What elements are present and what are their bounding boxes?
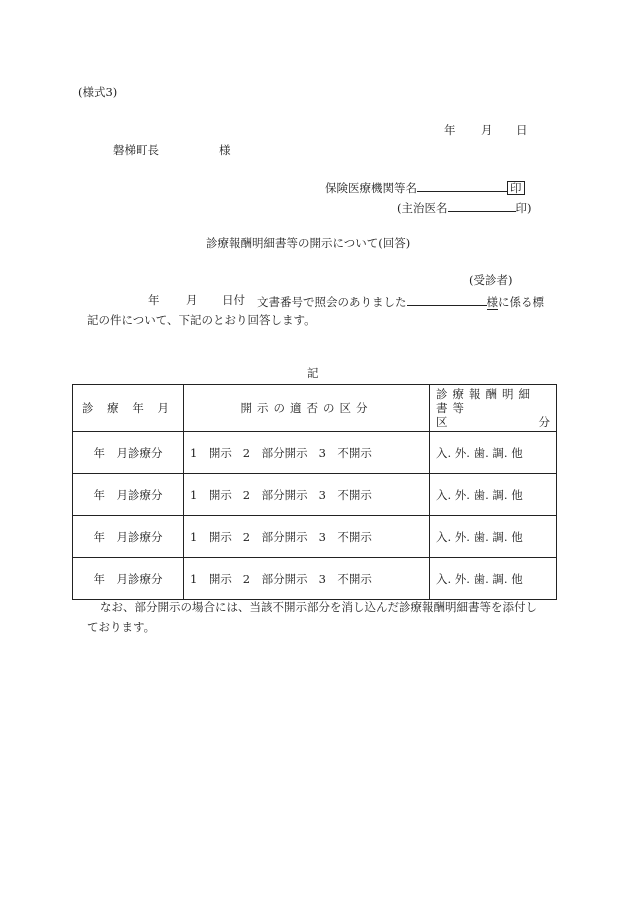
institution-line — [325, 179, 525, 195]
header-statement-label: 診療報酬明細書等 — [436, 387, 535, 415]
body-month: 月 — [186, 293, 198, 307]
document-title: 診療報酬明細書等の開示について(回答) — [206, 236, 411, 250]
option-partial[interactable]: 2 部分開示 — [242, 487, 308, 502]
row-month: 年 月診療分 — [73, 432, 184, 474]
body-day: 日付 — [222, 293, 245, 307]
body-line-2: 記の件について、下記のとおり回答します。 — [87, 313, 316, 327]
addressee-honorific: 様 — [219, 143, 231, 157]
row-month: 年 月診療分 — [73, 516, 184, 558]
table-row — [73, 474, 557, 516]
body-tail: に係る標 — [498, 295, 544, 309]
table-row — [73, 516, 557, 558]
doctor-line — [397, 199, 532, 215]
option-partial[interactable]: 2 部分開示 — [242, 571, 308, 586]
institution-blank — [417, 179, 507, 192]
patient-name-blank — [407, 293, 487, 306]
institution-label: 保険医療機関等名 — [325, 181, 417, 195]
row-types: 入. 外. 歯. 調. 他 — [430, 432, 557, 474]
row-types: 入. 外. 歯. 調. 他 — [430, 516, 557, 558]
table-row — [73, 432, 557, 474]
table-row — [73, 558, 557, 600]
option-partial[interactable]: 2 部分開示 — [242, 445, 308, 460]
date-day: 日 — [516, 123, 528, 137]
date-month: 月 — [481, 123, 493, 137]
addressee-name: 磐梯町長 — [113, 143, 159, 157]
patient-label: (受診者) — [469, 273, 513, 287]
row-options — [184, 516, 430, 558]
option-nondisclose[interactable]: 3 不開示 — [318, 487, 372, 502]
option-nondisclose[interactable]: 3 不開示 — [318, 445, 372, 460]
row-options — [184, 432, 430, 474]
note-line-1: なお、部分開示の場合には、当該不開示部分を消し込んだ診療報酬明細書等を添付し — [100, 600, 537, 614]
body-reference-line — [257, 293, 544, 309]
ki-heading: 記 — [307, 366, 319, 380]
row-month: 年 月診療分 — [73, 474, 184, 516]
option-disclose[interactable]: 1 開示 — [190, 487, 232, 502]
row-options — [184, 558, 430, 600]
row-month: 年 月診療分 — [73, 558, 184, 600]
doctor-blank — [448, 199, 516, 212]
institution-seal: 印 — [507, 181, 525, 195]
option-partial[interactable]: 2 部分開示 — [242, 529, 308, 544]
disclosure-table — [72, 384, 557, 600]
option-nondisclose[interactable]: 3 不開示 — [318, 529, 372, 544]
option-disclose[interactable]: 1 開示 — [190, 529, 232, 544]
body-reference-text: 文書番号で照会のありました — [257, 295, 407, 309]
option-disclose[interactable]: 1 開示 — [190, 571, 232, 586]
header-statement-type — [430, 385, 557, 432]
header-kubun-left: 区 — [436, 415, 448, 429]
table-header-row — [73, 385, 557, 432]
form-number: (様式3) — [78, 85, 118, 99]
header-kubun-right: 分 — [538, 415, 550, 429]
note-line-2: ております。 — [87, 620, 156, 634]
header-treatment-month: 診 療 年 月 — [73, 385, 184, 432]
row-types: 入. 外. 歯. 調. 他 — [430, 558, 557, 600]
option-disclose[interactable]: 1 開示 — [190, 445, 232, 460]
date-year: 年 — [444, 123, 456, 137]
body-year: 年 — [148, 293, 160, 307]
body-sama: 様 — [486, 295, 498, 309]
header-kubun — [436, 415, 550, 429]
row-types: 入. 外. 歯. 調. 他 — [430, 474, 557, 516]
option-nondisclose[interactable]: 3 不開示 — [318, 571, 372, 586]
row-options — [184, 474, 430, 516]
header-disclosure-class: 開示の適否の区分 — [184, 385, 430, 432]
doctor-label: (主治医名 — [397, 201, 448, 215]
doctor-seal: 印) — [515, 201, 532, 215]
